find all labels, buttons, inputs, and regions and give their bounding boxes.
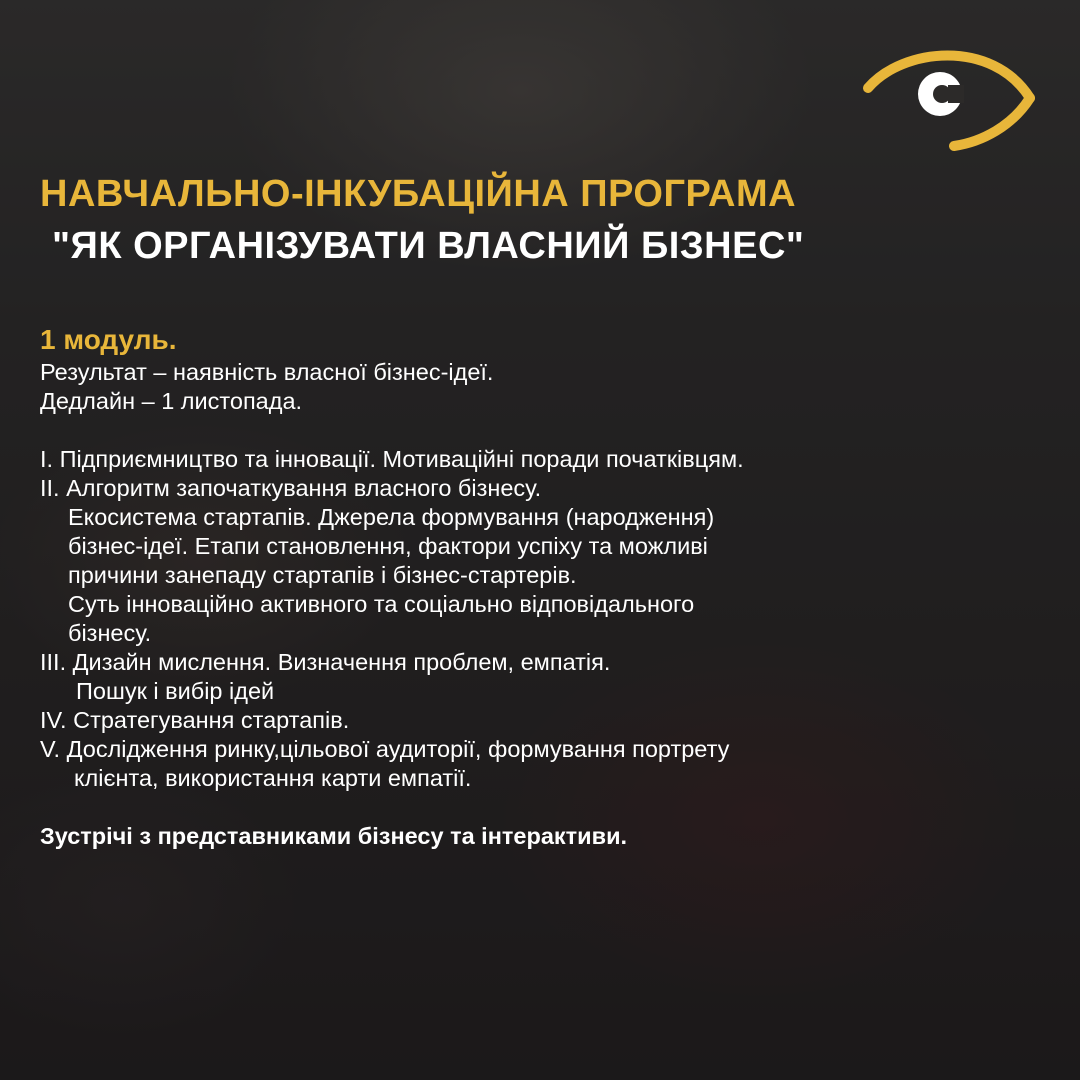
title-line-2: "ЯК ОРГАНІЗУВАТИ ВЛАСНИЙ БІЗНЕС": [52, 225, 805, 267]
topic-2: II. Алгоритм започаткування власного бізнесу.: [40, 475, 542, 501]
module-description: [40, 322, 1050, 851]
module-result: Результат – наявність власної бізнес-ідеї.: [40, 359, 494, 385]
topic-4: IV. Стратегування стартапів.: [40, 707, 350, 733]
topic-2-detail: бізнес-ідеї. Етапи становлення, фактори успіху та можливі: [68, 533, 708, 559]
topic-2-detail: бізнесу.: [68, 620, 152, 646]
topic-5-detail: клієнта, використання карти емпатії.: [74, 765, 472, 791]
topic-1: I. Підприємництво та інновації. Мотиваційні поради початківцям.: [40, 446, 744, 472]
topic-2-detail: Екосистема стартапів. Джерела формування (народження): [68, 504, 715, 530]
module-heading: 1 модуль.: [40, 324, 177, 355]
topic-2-detail: Суть інноваційно активного та соціально відповідального: [68, 591, 695, 617]
topic-3-detail: Пошук і вибір ідей: [76, 678, 275, 704]
topic-2-detail: причини занепаду стартапів і бізнес-стартерів.: [68, 562, 577, 588]
module-deadline: Дедлайн – 1 листопада.: [40, 388, 303, 414]
topic-5: V. Дослідження ринку,цільової аудиторії, формування портрету: [40, 736, 730, 762]
program-title: [40, 168, 1040, 272]
footer-note: Зустрічі з представниками бізнесу та інтерактиви.: [40, 823, 628, 849]
title-line-1: НАВЧАЛЬНО-ІНКУБАЦІЙНА ПРОГРАМА: [40, 173, 797, 215]
eye-logo-icon: [862, 42, 1040, 152]
topic-3: III. Дизайн мислення. Визначення проблем, емпатія.: [40, 649, 611, 675]
